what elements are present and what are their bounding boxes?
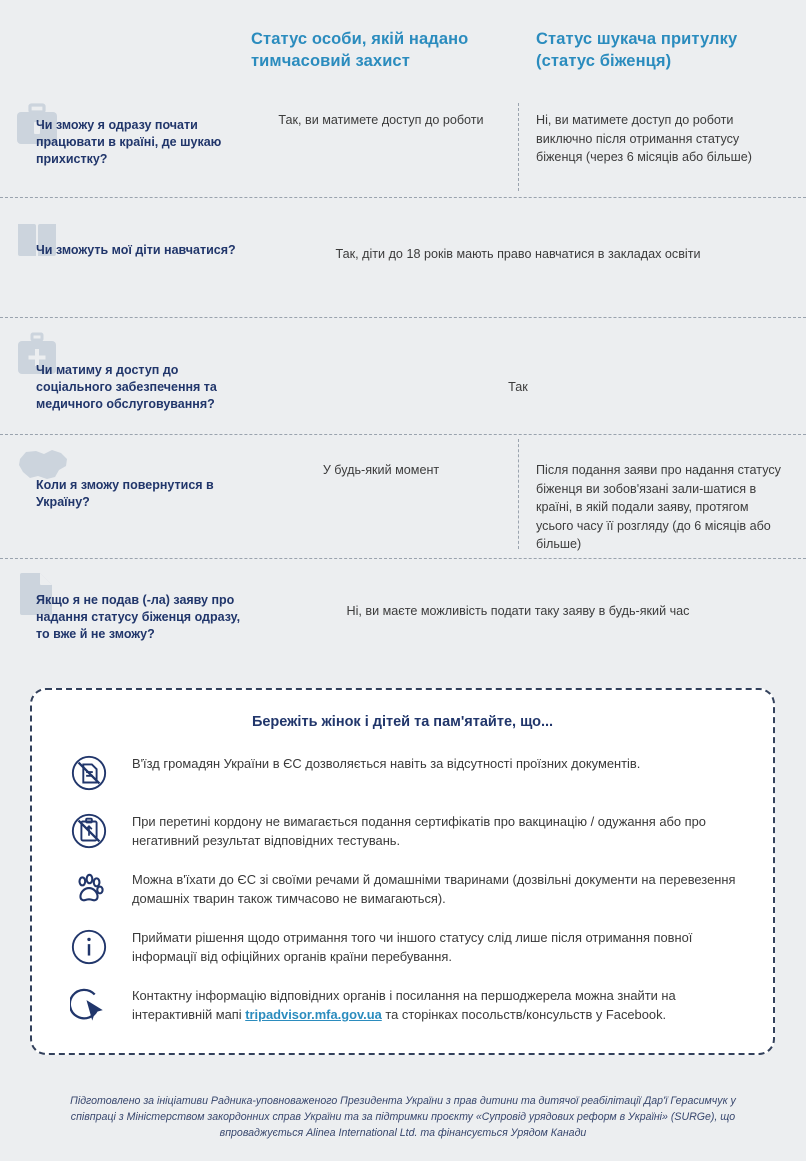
tripadvisor-link[interactable]: tripadvisor.mfa.gov.ua: [245, 1007, 382, 1022]
footer-credits: Підготовлено за ініціативи Радника-уповноваженого Президента України з прав дитини та дитячої реабілітації Дар'ї Герасимчук у співпраці з Міністерством закордонних справ України та за підтримки проєкту «Супровід урядових реформ в Україні» (SURGe), що впроваджується Alinea International Ltd. та фінансується Урядом Канади: [70, 1095, 736, 1139]
list-item: [32, 752, 773, 796]
list-item-text: Можна в'їхати до ЄС зі своїми речами й домашніми тваринами (дозвільні документи на перевезення домашніх тварин також тимчасово не вимагаються).: [132, 872, 736, 906]
answer-asylum-seeker: Після подання заяви про надання статусу біженця ви зобов'язані зали-шатися в країні, в якій подали заяву, протягом усього часу її розгляду (до 6 місяців або більше): [536, 463, 781, 551]
answer-both-columns: Так: [508, 380, 528, 394]
list-item: [32, 868, 773, 912]
table-row: [0, 95, 806, 198]
answer-temporary-protection: Так, ви матимете доступ до роботи: [278, 113, 484, 127]
panel-title: Бережіть жінок і дітей та пам'ятайте, що...: [251, 714, 554, 730]
question-text: Чи зможу я одразу почати працювати в країні, де шукаю прихистку?: [36, 118, 222, 166]
no-vaccination-certificate-icon: [70, 812, 108, 850]
answer-temporary-protection: У будь-який момент: [322, 463, 440, 477]
question-text: Коли я зможу повернутися в Україну?: [36, 478, 214, 509]
table-row: [0, 198, 806, 318]
question-text: Якщо я не подав (-ла) заяву про надання статусу біженця одразу, то вже й не зможу?: [36, 593, 241, 641]
answer-asylum-seeker: Ні, ви матимете доступ до роботи виключно після отримання статусу біженця (через 6 місяців або більше): [536, 113, 752, 164]
table-row: [0, 435, 806, 559]
column-headers: [0, 0, 806, 95]
list-item: [32, 810, 773, 854]
answer-both-columns: Ні, ви маєте можливість подати таку заяву в будь-який час: [346, 604, 690, 618]
paw-print-icon: [70, 870, 108, 908]
remember-panel: [30, 688, 775, 1055]
cursor-click-icon: [70, 986, 108, 1024]
list-item-text: Приймати рішення щодо отримання того чи іншого статусу слід лише після отримання повної інформації від офіційних органів країни перебування.: [132, 930, 693, 964]
list-item-text-after: та сторінках посольств/консульств у Facebook.: [381, 1007, 667, 1022]
list-item-text: [132, 984, 739, 1024]
question-text: Чи зможуть мої діти навчатися?: [36, 243, 236, 257]
list-item: [32, 926, 773, 970]
answer-both-columns: Так, діти до 18 років мають право навчатися в закладах освіти: [335, 247, 701, 261]
list-item-text-before: Контактну інформацію відповідних органів і посилання на першоджерела можна знайти на інтерактивній мапі: [132, 988, 676, 1022]
no-travel-document-icon: [70, 754, 108, 792]
table-row: [0, 559, 806, 665]
list-item-text: При перетині кордону не вимагається подання сертифікатів про вакцинацію / одужання або про негативний результат відповідних тестувань.: [132, 814, 706, 848]
list-item-text: В'їзд громадян України в ЄС дозволяється навіть за відсутності проїзних документів.: [132, 756, 641, 771]
list-item: [32, 984, 773, 1028]
question-text: Чи матиму я доступ до соціального забезпечення та медичного обслуговування?: [36, 363, 217, 411]
info-circle-icon: [70, 928, 108, 966]
column-header-temporary-protection: Статус особи, якій надано тимчасовий захист: [251, 30, 469, 70]
table-row: [0, 318, 806, 435]
column-divider: [518, 439, 519, 549]
bullet-list: [32, 752, 773, 1028]
column-header-asylum-seeker: Статус шукача притулку (статус біженця): [536, 30, 738, 70]
column-divider: [518, 103, 519, 191]
